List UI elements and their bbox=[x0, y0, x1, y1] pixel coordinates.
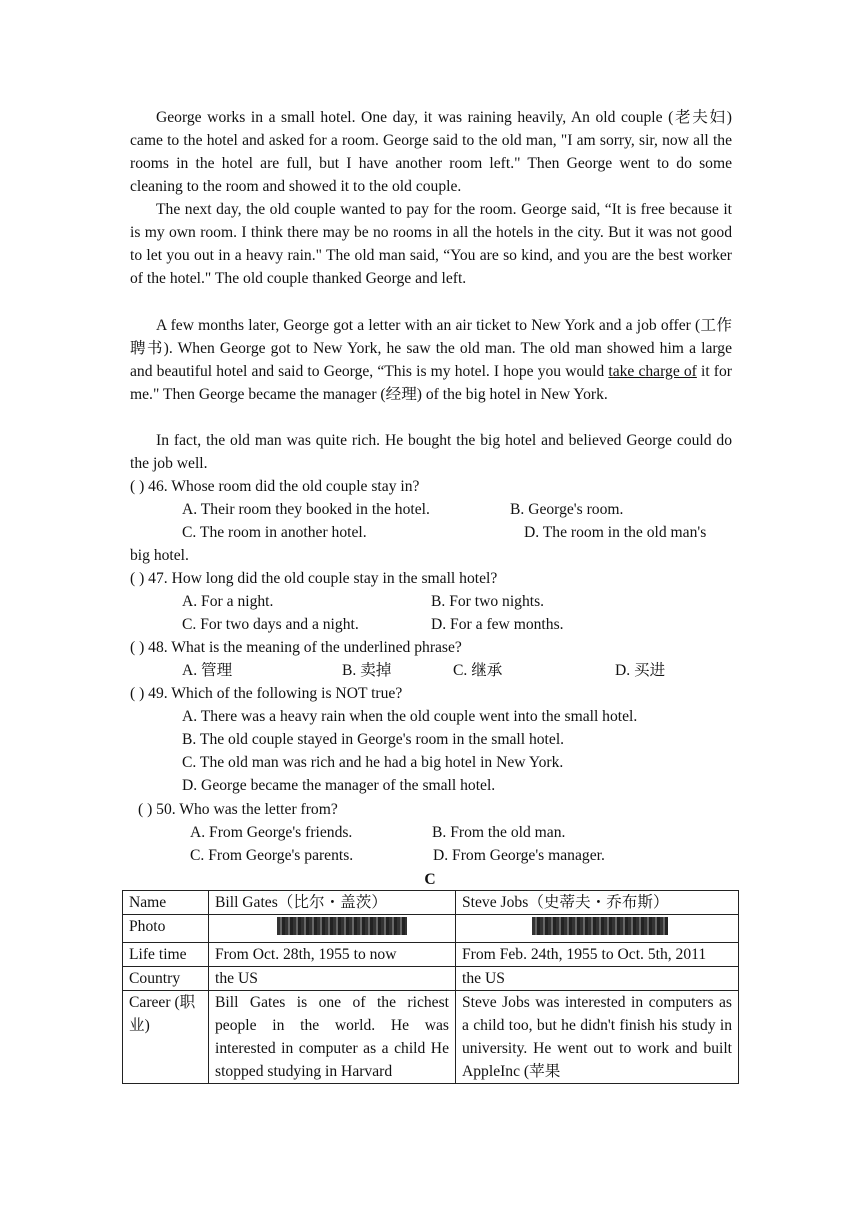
table-row-photo bbox=[123, 915, 739, 943]
question-47-option-d: D. For a few months. bbox=[431, 616, 564, 633]
question-47-stem: ( ) 47. How long did the old couple stay in the small hotel? bbox=[130, 570, 498, 587]
jobs-country: the US bbox=[456, 967, 739, 991]
jobs-career: Steve Jobs was interested in computers as a child too, but he didn't finish his study in university. He went out to work and built AppleInc (苹果 bbox=[456, 991, 739, 1084]
country-label: Country bbox=[123, 967, 209, 991]
section-c-title: C bbox=[424, 871, 436, 888]
gates-country: the US bbox=[209, 967, 456, 991]
question-49-stem: ( ) 49. Which of the following is NOT true? bbox=[130, 685, 403, 702]
question-48-option-c: C. 继承 bbox=[453, 662, 503, 679]
table-row-name bbox=[123, 891, 739, 915]
table-row-career bbox=[123, 991, 739, 1084]
passage-paragraph-1: George works in a small hotel. One day, it was raining heavily, An old couple (老夫妇) came to the hotel and asked for a room. George said to the old man, "I am sorry, sir, now all the rooms in the hotel are full, but I have another room left." Then George went to do some cleaning to the room and showed it to the old couple. bbox=[130, 109, 732, 195]
question-49-option-b: B. The old couple stayed in George's room in the small hotel. bbox=[182, 731, 565, 748]
question-50-stem: ( ) 50. Who was the letter from? bbox=[138, 801, 338, 818]
question-47-option-b: B. For two nights. bbox=[431, 593, 545, 610]
question-48-option-a: A. 管理 bbox=[182, 662, 233, 679]
photo-label: Photo bbox=[123, 915, 209, 943]
gates-career: Bill Gates is one of the richest people in the world. He was interested in computer as a child He stopped studying in Harvard bbox=[209, 991, 456, 1084]
question-50-option-d: D. From George's manager. bbox=[433, 847, 605, 864]
passage-paragraph-4: In fact, the old man was quite rich. He bought the big hotel and believed George could do the job well. bbox=[130, 432, 732, 472]
question-50-option-c: C. From George's parents. bbox=[190, 847, 354, 864]
jobs-life-time: From Feb. 24th, 1955 to Oct. 5th, 2011 bbox=[456, 943, 739, 967]
question-47-option-c: C. For two days and a night. bbox=[182, 616, 359, 633]
underlined-phrase: take charge of bbox=[608, 363, 697, 380]
career-label: Career (职业) bbox=[123, 991, 209, 1084]
passage-paragraph-2: The next day, the old couple wanted to pay for the room. George said, “It is free because it is my own room. I think there may be no rooms in all the hotels in the city. But it was not good to let you out in a heavy rain." The old man said, “You are so kind, and you are the best worker of the hotel." The old couple thanked George and left. bbox=[130, 201, 732, 287]
gates-life-time: From Oct. 28th, 1955 to now bbox=[209, 943, 456, 967]
question-49-option-a: A. There was a heavy rain when the old couple went into the small hotel. bbox=[182, 708, 638, 725]
gates-photo-image bbox=[277, 917, 407, 935]
comparison-table bbox=[122, 890, 739, 1084]
question-50-option-a: A. From George's friends. bbox=[190, 824, 353, 841]
gates-name: Bill Gates（比尔・盖茨） bbox=[209, 891, 456, 915]
question-46-option-d: D. The room in the old man's bbox=[524, 524, 707, 541]
paragraph-3-text-before: A few months later, George got a letter with an air ticket to New York and a job offer (工作聘书). When George got to New York, he saw the old man. The old man showed him a large and beautiful hotel and said to George, “This is my hotel. I hope you would bbox=[130, 317, 732, 380]
question-47-option-a: A. For a night. bbox=[182, 593, 274, 610]
paragraph-3-text-after: it for me." Then George became the manager (经理) of the big hotel in New York. bbox=[130, 363, 732, 403]
question-50-option-b: B. From the old man. bbox=[432, 824, 566, 841]
question-48-stem: ( ) 48. What is the meaning of the underlined phrase? bbox=[130, 639, 462, 656]
question-49-option-d: D. George became the manager of the small hotel. bbox=[182, 777, 496, 794]
name-label: Name bbox=[123, 891, 209, 915]
passage-paragraph-3 bbox=[130, 314, 732, 406]
table-row-life-time bbox=[123, 943, 739, 967]
question-48-option-b: B. 卖掉 bbox=[342, 662, 392, 679]
question-46-stem: ( ) 46. Whose room did the old couple stay in? bbox=[130, 478, 420, 495]
question-46-option-d-continued: big hotel. bbox=[130, 547, 189, 564]
life-time-label: Life time bbox=[123, 943, 209, 967]
question-48-option-d: D. 买进 bbox=[615, 662, 666, 679]
table-row-country bbox=[123, 967, 739, 991]
jobs-photo-cell bbox=[456, 915, 739, 943]
question-46-option-a: A. Their room they booked in the hotel. bbox=[182, 501, 430, 518]
question-49-option-c: C. The old man was rich and he had a big hotel in New York. bbox=[182, 754, 564, 771]
question-46-option-c: C. The room in another hotel. bbox=[182, 524, 367, 541]
question-46-option-b: B. George's room. bbox=[510, 501, 624, 518]
jobs-name: Steve Jobs（史蒂夫・乔布斯） bbox=[456, 891, 739, 915]
gates-photo-cell bbox=[209, 915, 456, 943]
jobs-photo-image bbox=[532, 917, 668, 935]
